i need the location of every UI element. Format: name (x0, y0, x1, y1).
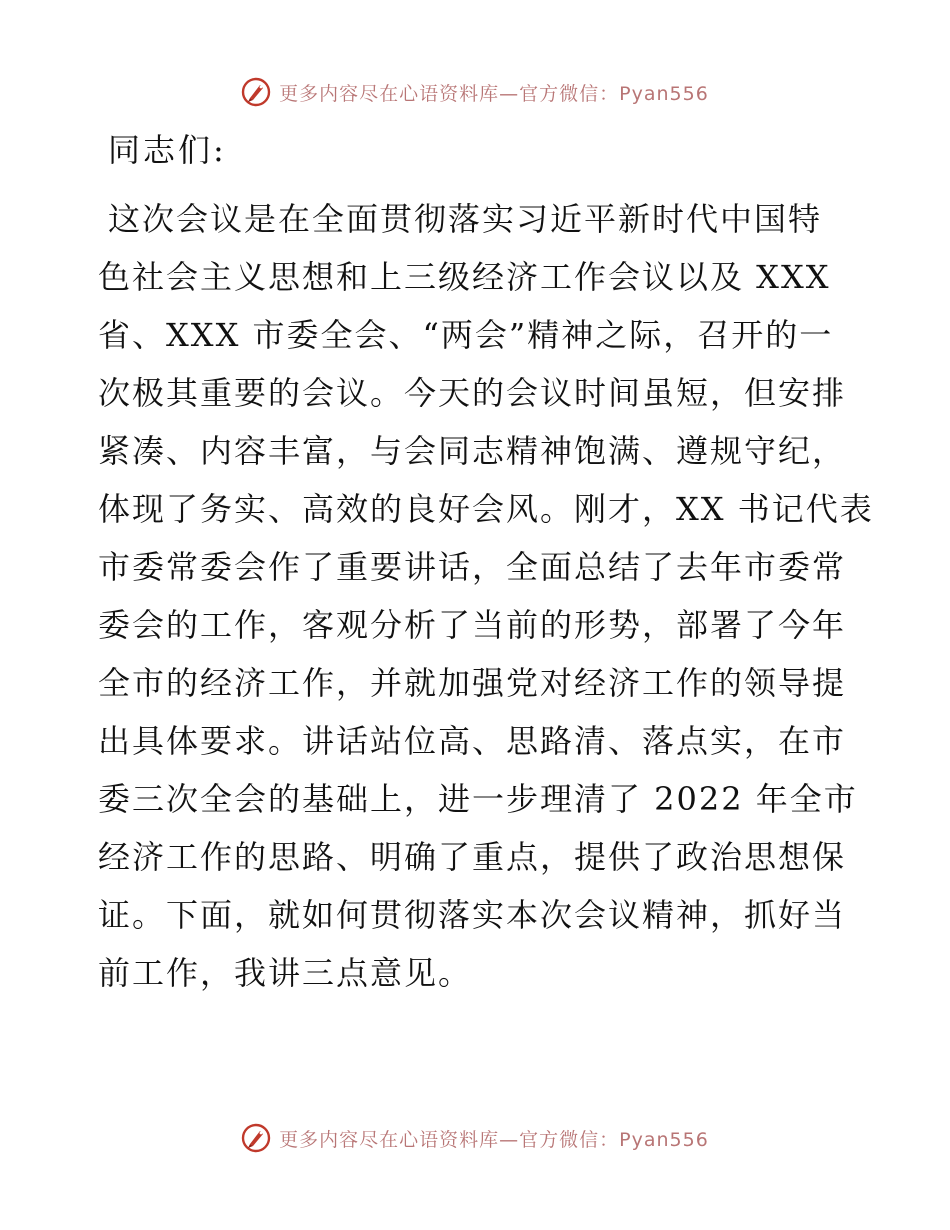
paragraph-line: 出具体要求。讲话站位高、思路清、落点实，在市 (98, 722, 847, 760)
paragraph-line: 证。下面，就如何贯彻落实本次会议精神，抓好当 (98, 896, 847, 934)
paragraph-line: 市委常委会作了重要讲话，全面总结了去年市委常 (98, 548, 847, 586)
paragraph-line: 委三次全会的基础上，进一步理清了 2022 年全市 (98, 780, 858, 818)
pen-nib-icon (241, 1123, 271, 1153)
salutation: 同志们: (108, 131, 227, 169)
pen-nib-icon (241, 77, 271, 107)
paragraph-line: 次极其重要的会议。今天的会议时间虽短，但安排 (98, 374, 847, 412)
speech-paragraph (98, 190, 874, 1002)
paragraph-line: 这次会议是在全面贯彻落实习近平新时代中国特 (108, 200, 823, 238)
paragraph-line: 体现了务实、高效的良好会风。刚才，XX 书记代表 (98, 490, 874, 528)
watermark-footer (0, 1118, 950, 1158)
paragraph-line: 色社会主义思想和上三级经济工作会议以及 XXX (98, 258, 831, 296)
watermark-text: 更多内容尽在心语资料库—官方微信：Pyan556 (279, 82, 709, 105)
watermark-header (0, 72, 950, 112)
paragraph-line: 委会的工作，客观分析了当前的形势，部署了今年 (98, 606, 847, 644)
paragraph-line: 紧凑、内容丰富，与会同志精神饱满、遵规守纪， (98, 432, 847, 470)
paragraph-line: 前工作，我讲三点意见。 (98, 954, 473, 992)
watermark-text: 更多内容尽在心语资料库—官方微信：Pyan556 (279, 1128, 709, 1151)
paragraph-line: 经济工作的思路、明确了重点，提供了政治思想保 (98, 838, 847, 876)
document-body (98, 128, 874, 1002)
paragraph-line: 全市的经济工作，并就加强党对经济工作的领导提 (98, 664, 847, 702)
paragraph-line: 省、XXX 市委全会、“两会”精神之际，召开的一 (98, 316, 834, 354)
